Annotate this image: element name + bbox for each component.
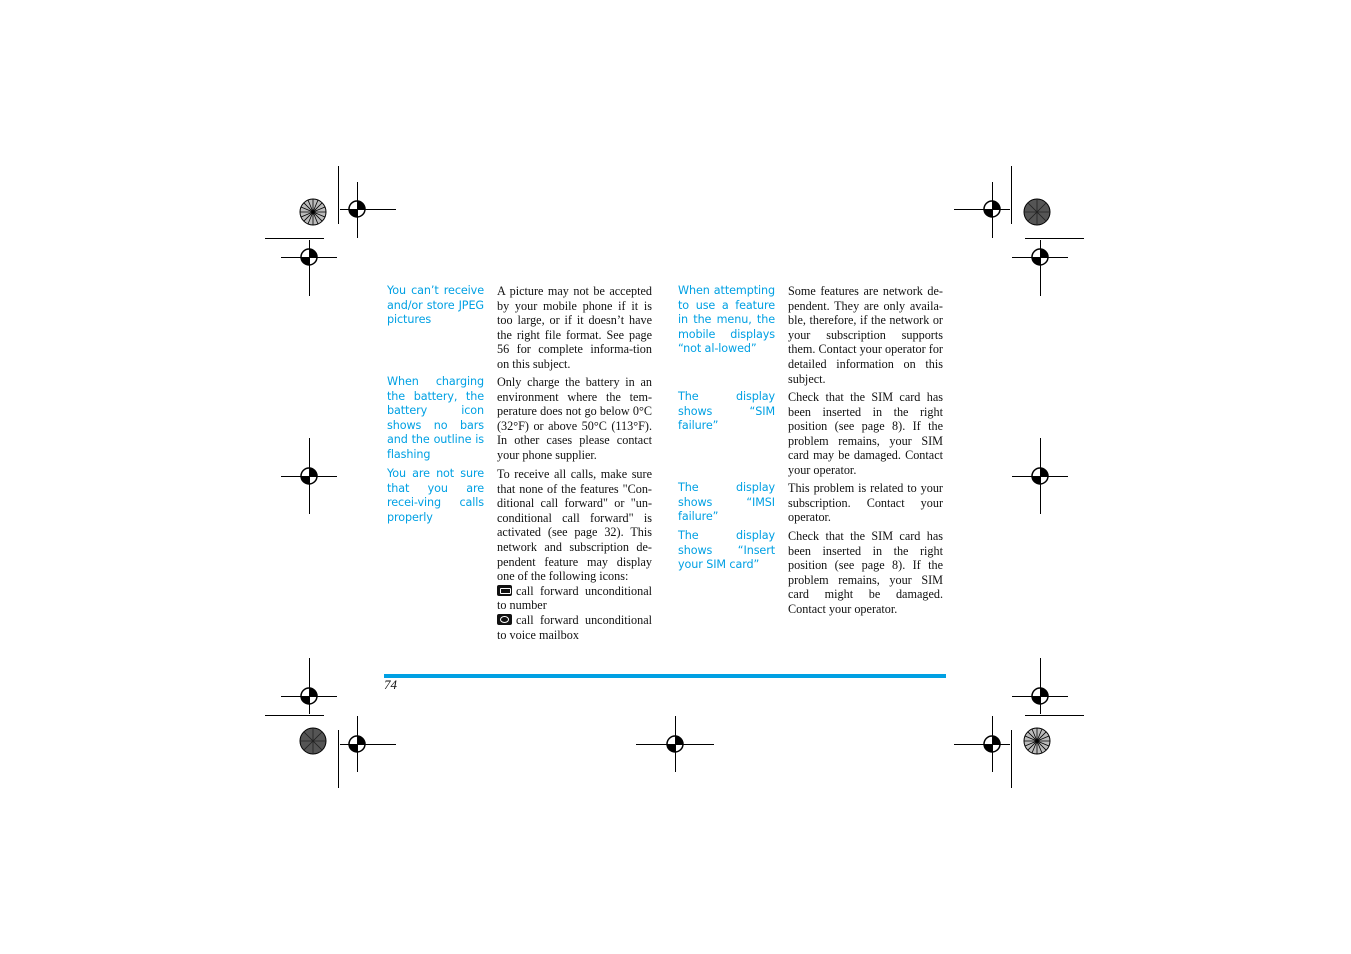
star-target-icon [299,198,327,226]
star-target-icon [299,727,327,755]
registration-mark-icon [1029,465,1051,487]
star-target-icon [1023,727,1051,755]
registration-mark-icon [1029,246,1051,268]
registration-mark-icon [664,733,686,755]
page-number: 74 [384,677,397,692]
registration-mark-icon [298,685,320,707]
icon-line-number: call forward unconditional to number [497,583,652,613]
answer-sim-failure: Check that the SIM card has been inserted in the right position (see page 8). If the problem remains, your SIM card may be damaged. Contact your operator. [788,390,943,477]
answer-calls [497,467,652,642]
footer-rule [384,674,946,678]
registration-mark-icon [981,733,1003,755]
answer-not-allowed: Some features are network de-pendent. They are only availa-ble, therefore, if the network or your subscription supports them. Contact your operator for detailed information on this subject. [788,284,943,386]
call-forward-number-icon [497,585,512,596]
answer-jpeg: A picture may not be accepted by your mobile phone if it is too large, or if it doesn’t have the right file format. See page 56 for complete informa-tion on this subject. [497,284,652,371]
question-insert-sim: The display shows “Insert your SIM card” [678,529,775,572]
question-calls: You are not sure that you are recei-ving calls properly [387,467,484,524]
star-target-icon [1023,198,1051,226]
icon-line-mailbox: call forward unconditional to voice mailbox [497,612,652,642]
question-imsi-failure: The display shows “IMSI failure” [678,481,775,524]
question-not-allowed: When attempting to use a feature in the menu, the mobile displays “not al-lowed” [678,284,775,356]
registration-mark-icon [346,198,368,220]
registration-mark-icon [981,198,1003,220]
registration-mark-icon [1029,685,1051,707]
question-battery: When charging the battery, the battery icon shows no bars and the outline is flashing [387,375,484,461]
answer-calls-text: To receive all calls, make sure that none of the features "Con-ditional call forward" or "un-conditional call forward" is activated (see page 32). This network and subscription de-pendent feature may display one of the following icons: [497,467,652,584]
answer-imsi-failure: This problem is related to your subscription. Contact your operator. [788,481,943,525]
answer-battery: Only charge the battery in an environment where the tem-perature does not go below 0°C (32°F) or above 50°C (113°F). In other cases please contact your phone supplier. [497,375,652,462]
question-sim-failure: The display shows “SIM failure” [678,390,775,433]
registration-mark-icon [346,733,368,755]
question-jpeg: You can’t receive and/or store JPEG pictures [387,284,484,327]
answer-insert-sim: Check that the SIM card has been inserted in the right position (see page 8). If the problem remains, your SIM card might be damaged. Contact your operator. [788,529,943,616]
registration-mark-icon [298,246,320,268]
call-forward-mailbox-icon [497,614,512,625]
registration-mark-icon [298,465,320,487]
